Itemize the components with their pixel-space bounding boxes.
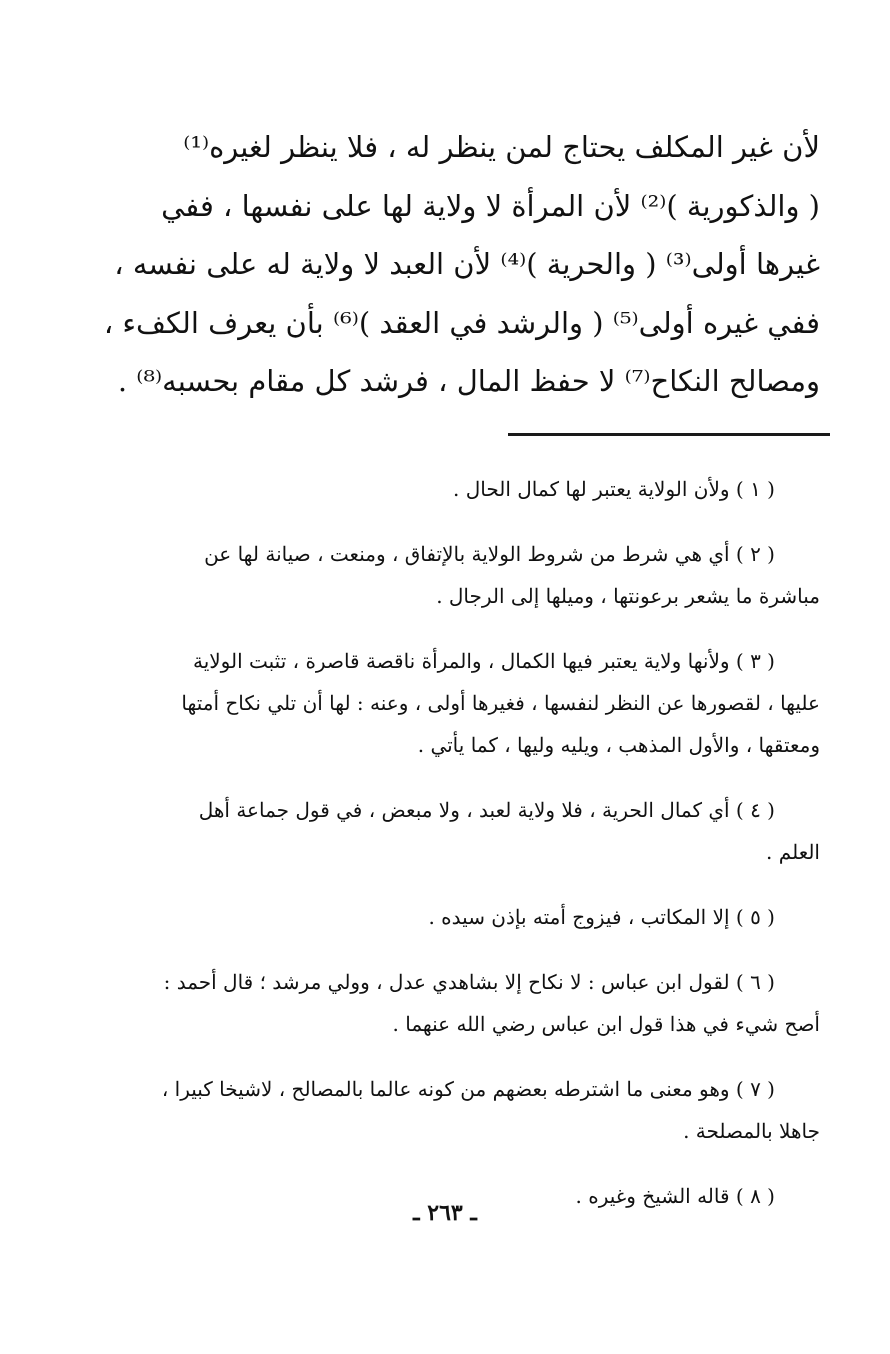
footnote-6 <box>90 961 820 1045</box>
footnote-line: ( ١ ) ولأن الولاية يعتبر لها كمال الحال . <box>453 477 775 501</box>
footnote-line: ( ٦ ) لقول ابن عباس : لا نكاح إلا بشاهدي عدل ، وولي مرشد ؛ قال أحمد : <box>163 970 775 994</box>
footnote-line: ( ٣ ) ولأنها ولاية يعتبر فيها الكمال ، والمرأة ناقصة قاصرة ، تثبت الولاية <box>192 649 775 673</box>
footnote-5 <box>90 896 820 938</box>
footnote-line: أصح شيء في هذا قول ابن عباس رضي الله عنهما . <box>392 1012 820 1036</box>
footnote-line: ( ٧ ) وهو معنى ما اشترطه بعضهم من كونه عالما بالمصالح ، لاشيخا كبيرا ، <box>161 1077 775 1101</box>
footnote-line: ( ٥ ) إلا المكاتب ، فيزوج أمته بإذن سيده . <box>428 905 775 929</box>
main-text-line: غيرها أولى⁽³⁾ ( والحرية )⁽⁴⁾ لأن العبد لا ولاية له على نفسه ، <box>114 247 820 281</box>
footnote-4 <box>90 789 820 873</box>
footnote-2 <box>90 533 820 617</box>
footnote-line: عليها ، لقصورها عن النظر لنفسها ، فغيرها أولى ، وعنه : لها أن تلي نكاح أمتها <box>181 691 820 715</box>
page-number: ـ ٢٦٣ ـ <box>413 1200 477 1226</box>
footnote-3 <box>90 640 820 766</box>
footnote-line: ومعتقها ، والأول المذهب ، ويليه وليها ، كما يأتي . <box>417 733 820 757</box>
footnotes <box>90 468 820 1217</box>
footnote-line: جاهلا بالمصلحة . <box>683 1119 820 1143</box>
footnote-line: العلم . <box>766 840 820 864</box>
footnote-1 <box>90 468 820 510</box>
footnote-separator <box>508 433 830 436</box>
main-text <box>90 118 820 411</box>
footnote-line: ( ٢ ) أي هي شرط من شروط الولاية بالإتفاق ، ومنعت ، صيانة لها عن <box>204 542 775 566</box>
footnote-line: ( ٤ ) أي كمال الحرية ، فلا ولاية لعبد ، ولا مبعض ، في قول جماعة أهل <box>198 798 775 822</box>
main-text-line: ( والذكورية )⁽²⁾ لأن المرأة لا ولاية لها على نفسها ، ففي <box>161 188 820 223</box>
main-text-line: لأن غير المكلف يحتاج لمن ينظر له ، فلا ينظر لغيره⁽¹⁾ <box>183 130 820 164</box>
main-text-line: ففي غيره أولى⁽⁵⁾ ( والرشد في العقد )⁽⁶⁾ بأن يعرف الكفء ، <box>103 305 820 340</box>
footnote-line: مباشرة ما يشعر برعونتها ، وميلها إلى الرجال . <box>436 584 820 608</box>
main-text-line: ومصالح النكاح⁽⁷⁾ لا حفظ المال ، فرشد كل مقام بحسبه⁽⁸⁾ . <box>117 364 820 398</box>
footnote-line: ( ٨ ) قاله الشيخ وغيره . <box>575 1184 775 1208</box>
footnote-7 <box>90 1068 820 1152</box>
